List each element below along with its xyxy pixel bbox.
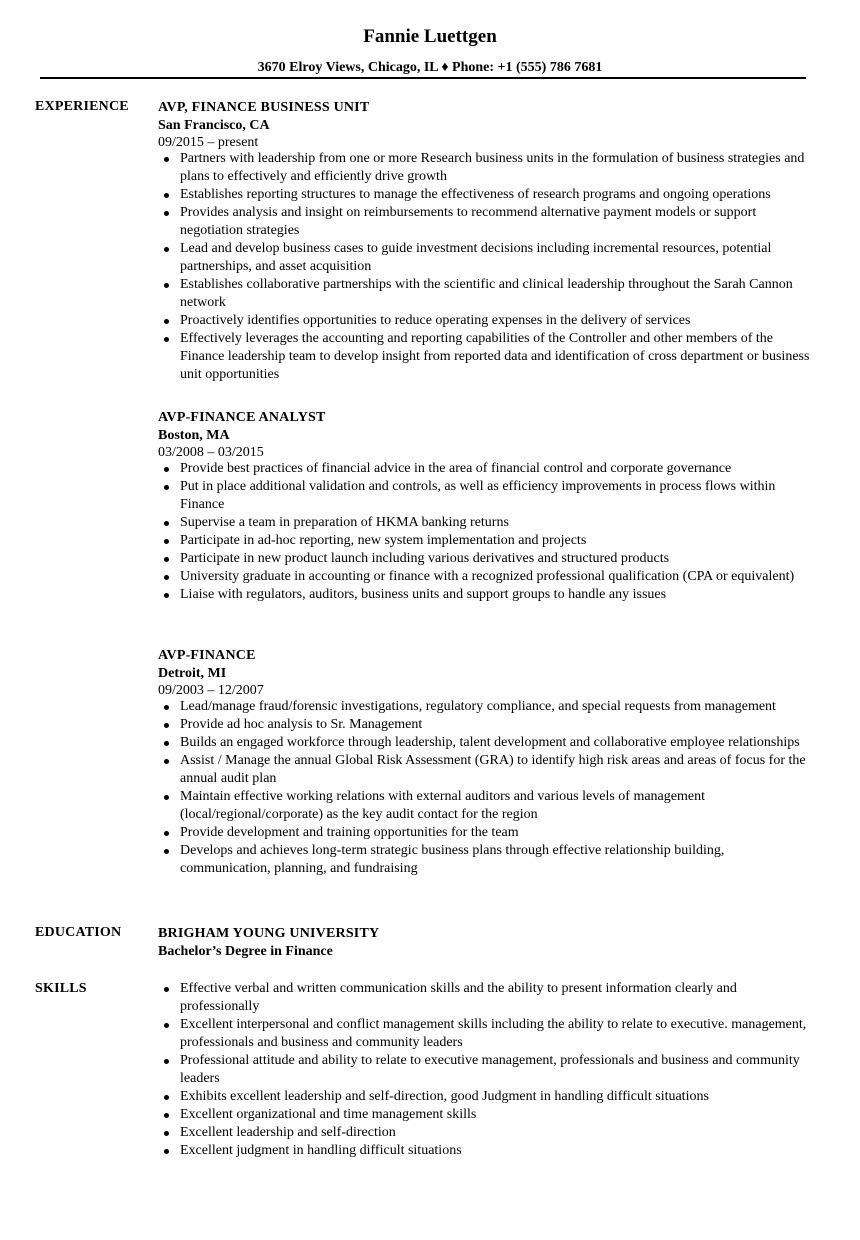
- list-item: [158, 980, 818, 1016]
- job-location: Boston, MA: [158, 428, 230, 443]
- bullet-icon: [164, 337, 169, 342]
- list-item-text: Establishes collaborative partnerships with the scientific and clinical leadership throughout the Sarah Cannon network: [180, 277, 793, 310]
- list-item-text: Provides analysis and insight on reimbursements to recommend alternative payment models or support negotiation strategies: [180, 205, 757, 238]
- list-item-text: Participate in ad-hoc reporting, new system implementation and projects: [180, 533, 587, 548]
- list-item: [158, 1106, 818, 1124]
- list-item: [158, 240, 818, 276]
- bullet-icon: [164, 1149, 169, 1154]
- job-dates: 09/2015 – present: [158, 135, 259, 150]
- list-item-text: Excellent leadership and self-direction: [180, 1125, 396, 1140]
- job-entry: [158, 99, 818, 384]
- bullet-icon: [164, 831, 169, 836]
- list-item-text: Lead/manage fraud/forensic investigations, regulatory compliance, and special requests from management: [180, 699, 776, 714]
- job-title: AVP-FINANCE: [158, 648, 256, 663]
- bullet-icon: [164, 741, 169, 746]
- list-item: [158, 698, 818, 716]
- bullet-icon: [164, 795, 169, 800]
- bullet-icon: [164, 1131, 169, 1136]
- list-item: [158, 478, 818, 514]
- job-location: San Francisco, CA: [158, 118, 270, 133]
- bullet-icon: [164, 521, 169, 526]
- bullet-icon: [164, 723, 169, 728]
- list-item-text: Excellent judgment in handling difficult situations: [180, 1143, 462, 1158]
- list-item-text: University graduate in accounting or finance with a recognized professional qualification (CPA or equivalent): [180, 569, 795, 584]
- bullet-icon: [164, 575, 169, 580]
- bullet-icon: [164, 1023, 169, 1028]
- list-item: [158, 752, 818, 788]
- job-bullets: [158, 150, 818, 384]
- list-item: [158, 586, 818, 604]
- list-item-text: Provide development and training opportunities for the team: [180, 825, 519, 840]
- bullet-icon: [164, 157, 169, 162]
- list-item: [158, 204, 818, 240]
- bullet-icon: [164, 283, 169, 288]
- list-item: [158, 460, 818, 478]
- list-item: [158, 824, 818, 842]
- bullet-icon: [164, 211, 169, 216]
- experience-heading: EXPERIENCE: [35, 99, 129, 114]
- header-divider: [40, 77, 806, 79]
- list-item-text: Partners with leadership from one or more Research business units in the formulation of business strategies and plans to effectively and efficiently drive growth: [180, 151, 805, 184]
- list-item: [158, 1016, 818, 1052]
- list-item: [158, 330, 818, 384]
- list-item-text: Participate in new product launch including various derivatives and structured products: [180, 551, 670, 566]
- bullet-icon: [164, 557, 169, 562]
- list-item-text: Exhibits excellent leadership and self-direction, good Judgment in handling difficult situations: [180, 1089, 709, 1104]
- candidate-name: Fannie Luettgen: [363, 26, 497, 47]
- bullet-icon: [164, 539, 169, 544]
- degree: Bachelor’s Degree in Finance: [158, 944, 333, 959]
- list-item: [158, 788, 818, 824]
- bullet-icon: [164, 1059, 169, 1064]
- list-item: [158, 842, 818, 878]
- bullet-icon: [164, 247, 169, 252]
- list-item: [158, 532, 818, 550]
- list-item-text: Provide best practices of financial advice in the area of financial control and corporate governance: [180, 461, 732, 476]
- skills-list: [158, 980, 818, 1160]
- education-heading: EDUCATION: [35, 925, 122, 940]
- skills-heading: SKILLS: [35, 981, 87, 996]
- list-item-text: Establishes reporting structures to manage the effectiveness of research programs and ongoing operations: [180, 187, 771, 202]
- bullet-icon: [164, 593, 169, 598]
- bullet-icon: [164, 467, 169, 472]
- list-item-text: Proactively identifies opportunities to reduce operating expenses in the delivery of services: [180, 313, 691, 328]
- job-title: AVP-FINANCE ANALYST: [158, 410, 326, 425]
- list-item-text: Professional attitude and ability to relate to executive management, professionals and business and community leaders: [180, 1053, 800, 1086]
- list-item-text: Maintain effective working relations with external auditors and various levels of management (local/regional/corporate) as the key audit contact for the region: [180, 789, 705, 822]
- job-location: Detroit, MI: [158, 666, 227, 681]
- list-item-text: Effectively leverages the accounting and reporting capabilities of the Controller and other members of the Finance leadership team to develop insight from reported data and identification of cross department or business unit opportunities: [180, 331, 810, 382]
- bullet-icon: [164, 485, 169, 490]
- job-bullets: [158, 460, 818, 604]
- list-item: [158, 734, 818, 752]
- list-item-text: Lead and develop business cases to guide investment decisions including incremental resources, potential partnerships, and asset acquisition: [180, 241, 772, 274]
- bullet-icon: [164, 849, 169, 854]
- list-item-text: Assist / Manage the annual Global Risk Assessment (GRA) to identify high risk areas and areas of focus for the annual audit plan: [180, 753, 806, 786]
- list-item-text: Supervise a team in preparation of HKMA banking returns: [180, 515, 509, 530]
- list-item-text: Liaise with regulators, auditors, business units and support groups to handle any issues: [180, 587, 667, 602]
- list-item-text: Excellent organizational and time management skills: [180, 1107, 477, 1122]
- bullet-icon: [164, 1113, 169, 1118]
- list-item-text: Develops and achieves long-term strategic business plans through effective relationship building, communication, planning, and fundraising: [180, 843, 725, 876]
- bullet-icon: [164, 987, 169, 992]
- bullet-icon: [164, 1095, 169, 1100]
- job-dates: 09/2003 – 12/2007: [158, 683, 264, 698]
- list-item: [158, 1124, 818, 1142]
- list-item: [158, 276, 818, 312]
- list-item: [158, 312, 818, 330]
- list-item: [158, 716, 818, 734]
- list-item: [158, 186, 818, 204]
- job-entry: [158, 409, 818, 604]
- job-title: AVP, FINANCE BUSINESS UNIT: [158, 100, 370, 115]
- list-item: [158, 514, 818, 532]
- list-item-text: Excellent interpersonal and conflict management skills including the ability to relate to executive. management, professionals and business and community leaders: [180, 1017, 807, 1050]
- list-item: [158, 150, 818, 186]
- bullet-icon: [164, 319, 169, 324]
- bullet-icon: [164, 705, 169, 710]
- job-dates: 03/2008 – 03/2015: [158, 445, 264, 460]
- job-bullets: [158, 698, 818, 878]
- list-item-text: Effective verbal and written communication skills and the ability to present information clearly and professionally: [180, 981, 737, 1014]
- contact-line: 3670 Elroy Views, Chicago, IL ♦ Phone: +1 (555) 786 7681: [257, 60, 603, 75]
- bullet-icon: [164, 759, 169, 764]
- list-item-text: Put in place additional validation and controls, as well as efficiency improvements in process flows within Finance: [180, 479, 776, 512]
- list-item-text: Provide ad hoc analysis to Sr. Management: [180, 717, 423, 732]
- list-item: [158, 1088, 818, 1106]
- list-item-text: Builds an engaged workforce through leadership, talent development and collaborative employee relationships: [180, 735, 800, 750]
- job-entry: [158, 647, 818, 878]
- school-name: BRIGHAM YOUNG UNIVERSITY: [158, 926, 380, 941]
- education-entry: [158, 925, 818, 961]
- skills-entry: [158, 980, 818, 1160]
- bullet-icon: [164, 193, 169, 198]
- list-item: [158, 568, 818, 586]
- list-item: [158, 1052, 818, 1088]
- list-item: [158, 1142, 818, 1160]
- list-item: [158, 550, 818, 568]
